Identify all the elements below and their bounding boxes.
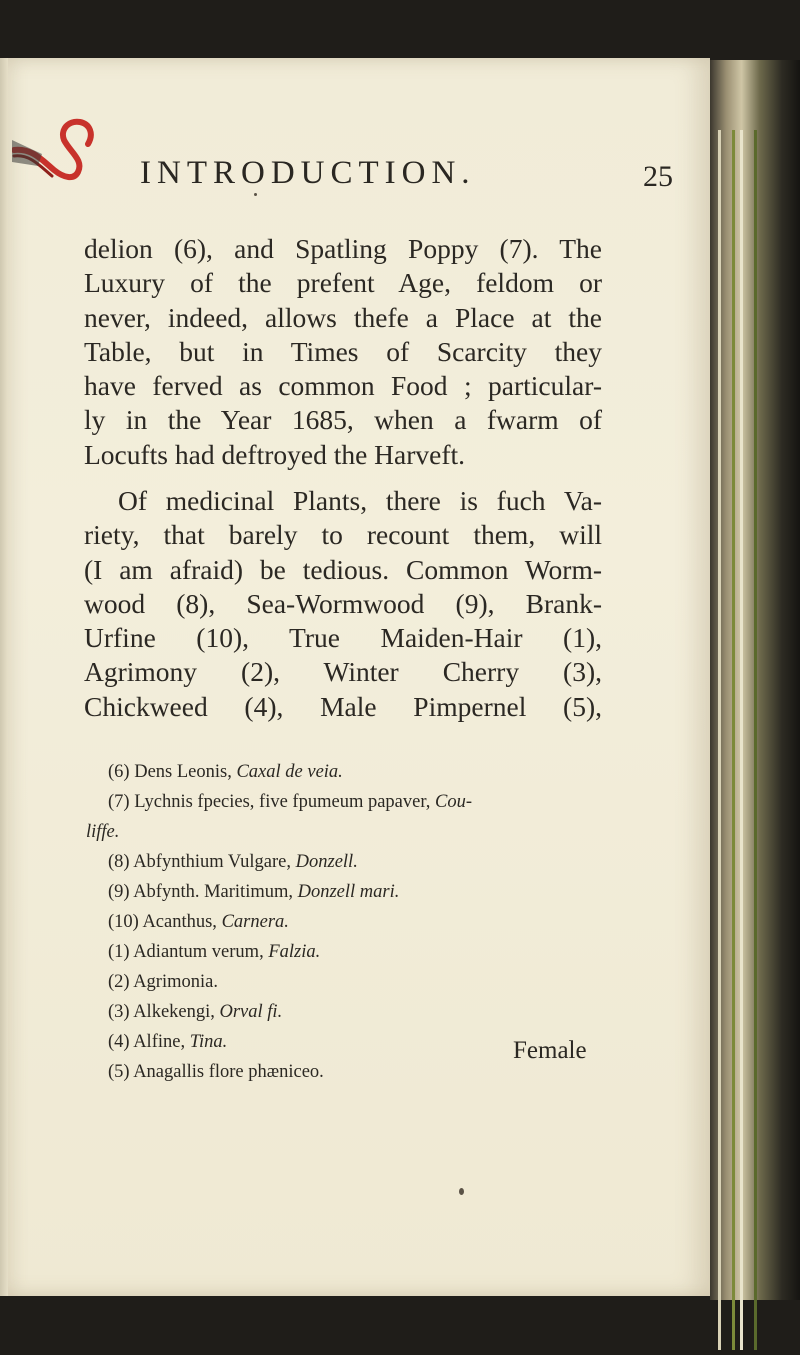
footnote-italic: Donzell. [295, 852, 358, 872]
footnote-italic: Donzell mari. [297, 882, 400, 902]
body-text [84, 484, 602, 724]
ink-speck [254, 193, 257, 196]
footnote [108, 997, 528, 1027]
footnote-mark: (8) [108, 852, 130, 872]
footnote-mark: (9) [108, 882, 130, 902]
footnote-continuation: liffe. [86, 822, 120, 842]
footnote [108, 757, 528, 787]
text-line: Luxury of the prefent Age, feldom or [84, 267, 602, 299]
page-left-edge [0, 58, 8, 1296]
footnote-mark: (1) [108, 942, 130, 962]
bookmark-ribbon-icon [12, 110, 112, 190]
footnote-italic: Orval fi. [219, 1002, 283, 1022]
footnote-mark: (4) [108, 1032, 130, 1052]
footnote-text: Anagallis flore phæniceo. [133, 1062, 324, 1082]
text-line: Chickweed (4), Male Pimpernel (5), [84, 690, 602, 722]
footnote-italic: Cou- [435, 792, 473, 812]
footnote-mark: (3) [108, 1002, 130, 1022]
running-head: INTRODUCTION. [140, 155, 476, 191]
footnote-text: Dens Leonis, [134, 762, 232, 782]
footnote-italic: Falzia. [268, 942, 321, 962]
footnote-text: Alfine, [133, 1032, 186, 1052]
text-line: (I am afraid) be tedious. Common Worm- [84, 553, 602, 585]
text-line: Locufts had deftroyed the Harveft. [84, 438, 466, 470]
footnote-text: Abfynthium Vulgare, [133, 852, 292, 872]
gutter-page-edge [718, 130, 721, 1350]
footnote [108, 877, 528, 907]
footnote-text: Abfynth. Maritimum, [133, 882, 293, 902]
gutter-page-edge [740, 130, 743, 1350]
text-line: delion (6), and Spatling Poppy (7). The [84, 233, 602, 264]
text-line: wood (8), Sea-Wormwood (9), Brank- [84, 587, 602, 619]
footnote-text: Acanthus, [142, 912, 217, 932]
book-gutter [710, 60, 800, 1300]
footnote [108, 787, 528, 817]
footnote-italic: Caxal de veia. [236, 762, 343, 782]
footnote [108, 967, 528, 997]
footnote-text: Lychnis fpecies, five fpumeum papaver, [134, 792, 431, 812]
footnote-text: Alkekengi, [133, 1002, 215, 1022]
gutter-page-edge [732, 130, 735, 1350]
footnote-mark: (7) [108, 792, 130, 812]
footnote-text: Adiantum verum, [133, 942, 264, 962]
text-line: Table, but in Times of Scarcity they [84, 335, 602, 367]
footnote [108, 937, 528, 967]
footnote [108, 1057, 528, 1087]
footnote [108, 847, 528, 877]
footnote-mark: (2) [108, 972, 130, 992]
text-line: ly in the Year 1685, when a fwarm of [84, 404, 602, 436]
gutter-page-edge [754, 130, 757, 1350]
footnote-italic: Tina. [189, 1032, 228, 1052]
text-line: never, indeed, allows thefe a Place at the [84, 301, 602, 333]
paragraph [84, 484, 602, 724]
page-number: 25 [643, 160, 673, 193]
ink-speck [459, 1188, 464, 1195]
text-line: riety, that barely to recount them, will [84, 519, 602, 551]
footnotes [86, 757, 528, 1087]
footnote [108, 1027, 528, 1057]
footnote-italic: Carnera. [221, 912, 289, 932]
catchword: Female [513, 1037, 587, 1064]
paragraph [84, 232, 602, 472]
body-text [84, 232, 602, 472]
text-line: Urfine (10), True Maiden-Hair (1), [84, 622, 602, 654]
text-line: have ferved as common Food ; particular- [84, 370, 602, 402]
footnote-mark: (10) [108, 912, 139, 932]
footnote-mark: (5) [108, 1062, 130, 1082]
footnote-mark: (6) [108, 762, 130, 782]
text-line: Of medicinal Plants, there is fuch Va- [118, 485, 602, 516]
footnote [108, 907, 528, 937]
footnote-text: Agrimonia. [133, 972, 218, 992]
text-line: Agrimony (2), Winter Cherry (3), [84, 656, 602, 688]
